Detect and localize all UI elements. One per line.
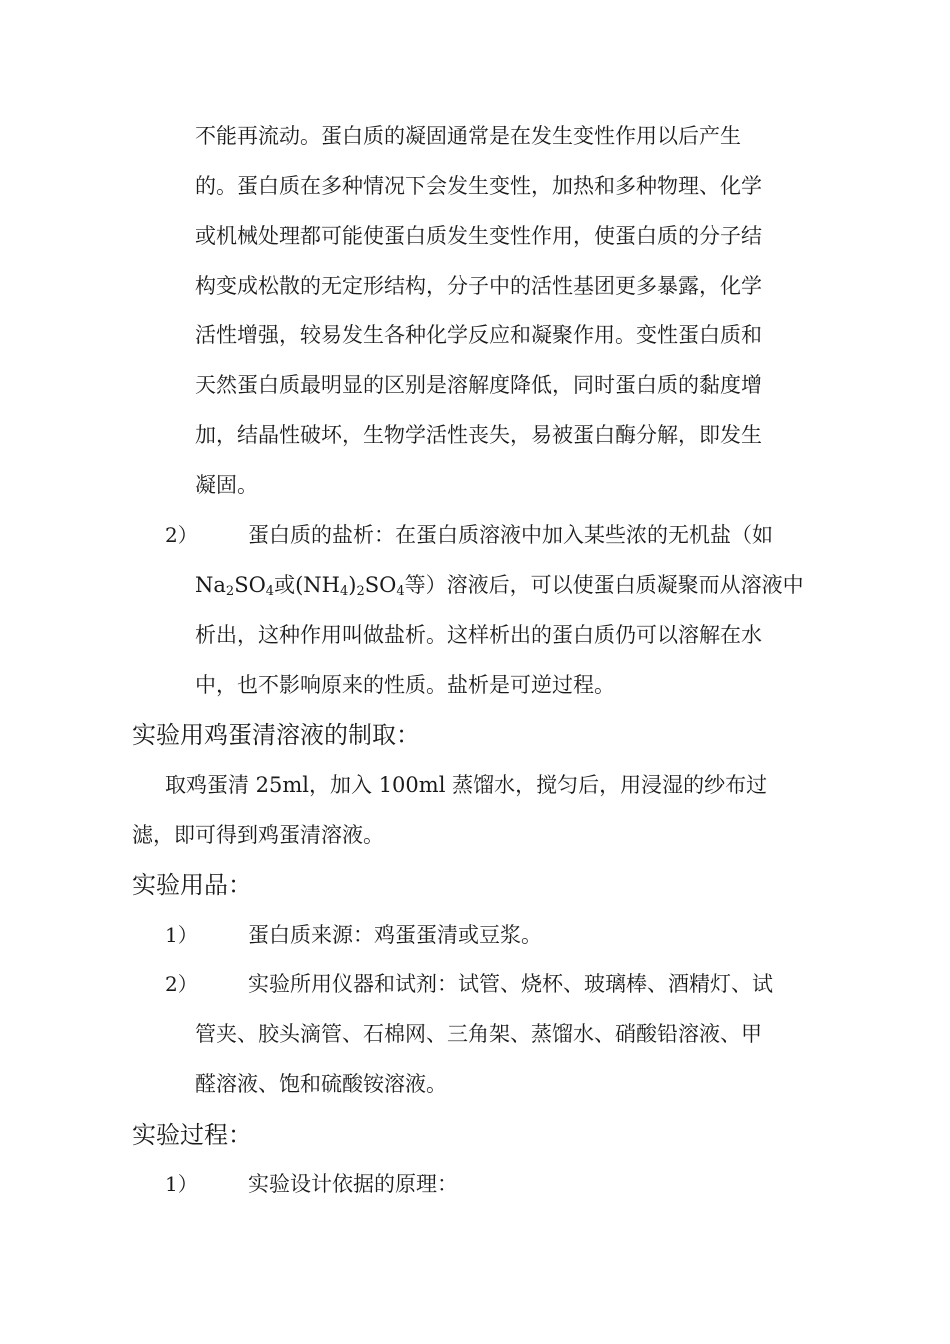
paragraph-line: 蛋白质来源：鸡蛋蛋清或豆浆。 (248, 923, 542, 947)
paragraph-line: 加，结晶性破坏，生物学活性丧失，易被蛋白酶分解，即发生 (195, 423, 762, 447)
list-number: 2） (165, 972, 198, 996)
paragraph-line: 的。蛋白质在多种情况下会发生变性，加热和多种物理、化学 (195, 174, 762, 198)
paragraph-line: 析出，这种作用叫做盐析。这样析出的蛋白质仍可以溶解在水 (195, 623, 762, 647)
section-heading-supplies: 实验用品： (132, 871, 252, 899)
paragraph-line: 凝固。 (195, 473, 258, 497)
paragraph-line: 蛋白质的盐析：在蛋白质溶液中加入某些浓的无机盐（如 (248, 523, 773, 547)
chemical-formula-line: $Na_2SO_4$或$(NH_4)_2SO_4$等）溶液后，可以使蛋白质凝聚而从溶液中 (195, 573, 804, 599)
paragraph-line: 实验所用仪器和试剂：试管、烧杯、玻璃棒、酒精灯、试 (248, 972, 773, 996)
paragraph-line: 实验设计依据的原理： (248, 1172, 458, 1196)
list-number: 2） (165, 523, 198, 547)
paragraph-line: 管夹、胶头滴管、石棉网、三角架、蒸馏水、硝酸铅溶液、甲 (195, 1022, 762, 1046)
paragraph-line: 醛溶液、饱和硫酸铵溶液。 (195, 1072, 447, 1096)
paragraph-line: 不能再流动。蛋白质的凝固通常是在发生变性作用以后产生 (195, 124, 741, 148)
paragraph-line: 或机械处理都可能使蛋白质发生变性作用，使蛋白质的分子结 (195, 224, 762, 248)
paragraph-line: 中，也不影响原来的性质。盐析是可逆过程。 (195, 673, 615, 697)
paragraph-line: 活性增强，较易发生各种化学反应和凝聚作用。变性蛋白质和 (195, 323, 762, 347)
paragraph-line: 天然蛋白质最明显的区别是溶解度降低，同时蛋白质的黏度增 (195, 373, 762, 397)
list-number: 1） (165, 1172, 198, 1196)
section-heading-prep: 实验用鸡蛋清溶液的制取： (132, 721, 420, 749)
paragraph-line: 构变成松散的无定形结构，分子中的活性基团更多暴露，化学 (195, 274, 762, 298)
section-heading-process: 实验过程： (132, 1121, 252, 1149)
paragraph-line: 取鸡蛋清 25ml，加入 100ml 蒸馏水，搅匀后，用浸湿的纱布过 (165, 773, 768, 797)
paragraph-line: 滤，即可得到鸡蛋清溶液。 (132, 823, 384, 847)
list-number: 1） (165, 923, 198, 947)
